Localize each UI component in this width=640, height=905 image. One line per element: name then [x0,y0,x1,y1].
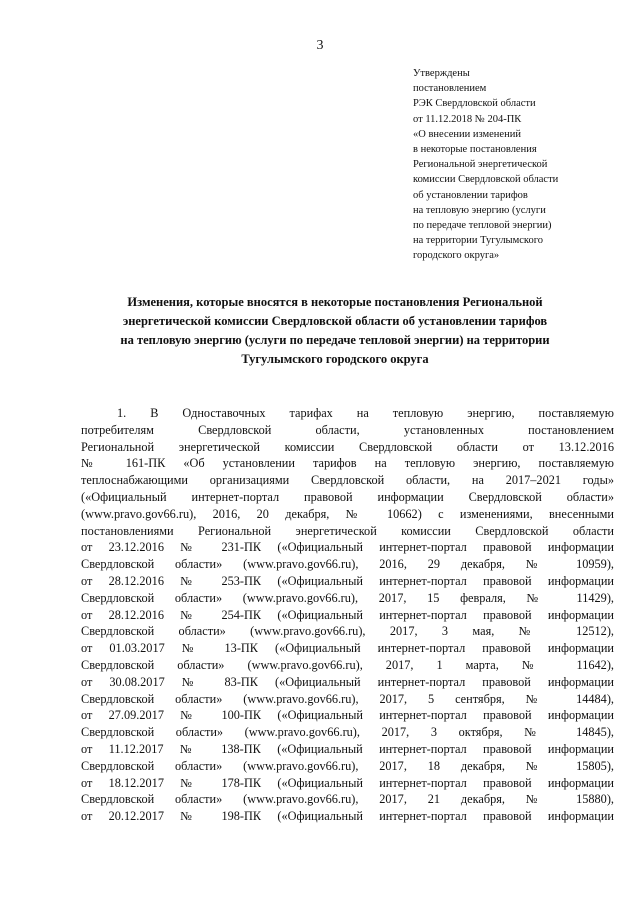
body-line: Свердловской области» (www.pravo.gov66.ru), 2017, 3 мая, № 12512), [81,624,614,639]
approval-line: об установлении тарифов [413,189,528,201]
body-line: Региональной энергетической комиссии Свердловской области от 13.12.2016 [81,439,614,454]
title-line: Изменения, которые вносятся в некоторые постановления Региональной [127,295,543,309]
approval-line: Утверждены [413,68,470,79]
body-line: от 27.09.2017 № 100-ПК («Официальный интернет-портал правовой информации [81,708,614,723]
body-line: от 30.08.2017 № 83-ПК («Официальный интернет-портал правовой информации [81,674,614,689]
body-line: Свердловской области» (www.pravo.gov66.ru), 2017, 15 февраля, № 11429), [81,590,614,605]
body-paragraph [81,405,614,825]
body-line: (www.pravo.gov66.ru), 2016, 20 декабря, № 10662) с изменениями, внесенными [81,506,614,521]
approval-line: городского округа» [413,250,500,262]
approval-line: от 11.12.2018 № 204-ПК [413,113,522,125]
approval-line: постановлением [413,83,487,95]
body-line: Свердловской области» (www.pravo.gov66.ru), 2017, 18 декабря, № 15805), [81,758,614,773]
body-line: от 11.12.2017 № 138-ПК («Официальный интернет-портал правовой информации [81,741,614,756]
page-number: 3 [316,38,324,53]
body-line: от 23.12.2016 № 231-ПК («Официальный интернет-портал правовой информации [81,540,614,555]
approval-block [413,66,628,264]
body-line: от 18.12.2017 № 178-ПК («Официальный интернет-портал правовой информации [81,775,614,790]
document-title [70,293,600,369]
body-line: («Официальный интернет-портал правовой информации Свердловской области» [81,489,614,504]
approval-line: РЭК Свердловской области [413,98,536,110]
approval-line: комиссии Свердловской области [413,174,559,186]
body-line: постановлениями Региональной энергетической комиссии Свердловской области [81,523,614,538]
approval-line: по передаче тепловой энергии) [413,220,552,232]
body-line: Свердловской области» (www.pravo.gov66.ru), 2017, 5 сентября, № 14484), [81,691,614,706]
body-line: от 28.12.2016 № 253-ПК («Официальный интернет-портал правовой информации [81,573,614,588]
body-line: 1. В Одноставочных тарифах на тепловую энергию, поставляемую [117,406,614,420]
approval-line: на территории Тугулымского [413,235,544,247]
approval-line: на тепловую энергию (услуги [413,204,546,216]
body-line: потребителям Свердловской области, установленных постановлением [81,422,614,437]
body-line: от 20.12.2017 № 198-ПК («Официальный интернет-портал правовой информации [81,809,614,824]
body-line: Свердловской области» (www.pravo.gov66.ru), 2017, 1 марта, № 11642), [81,657,614,672]
approval-line: «О внесении изменений [413,128,521,140]
body-line: Свердловской области» (www.pravo.gov66.ru), 2017, 21 декабря, № 15880), [81,792,614,807]
body-line: Свердловской области» (www.pravo.gov66.ru), 2016, 29 декабря, № 10959), [81,557,614,572]
title-line: энергетической комиссии Свердловской области об установлении тарифов [122,314,548,328]
body-line: теплоснабжающими организациями Свердловской области, на 2017–2021 годы» [81,473,614,488]
title-line: на тепловую энергию (услуги по передаче тепловой энергии) на территории [120,333,550,347]
body-line: от 28.12.2016 № 254-ПК («Официальный интернет-портал правовой информации [81,607,614,622]
body-line: № 161-ПК «Об установлении тарифов на тепловую энергию, поставляемую [81,456,614,471]
title-line: Тугулымского городского округа [241,352,429,366]
approval-line: в некоторые постановления [413,144,537,156]
body-line: Свердловской области» (www.pravo.gov66.ru), 2017, 3 октября, № 14845), [81,725,614,740]
body-line: от 01.03.2017 № 13-ПК («Официальный интернет-портал правовой информации [81,641,614,656]
approval-line: Региональной энергетической [413,159,548,171]
